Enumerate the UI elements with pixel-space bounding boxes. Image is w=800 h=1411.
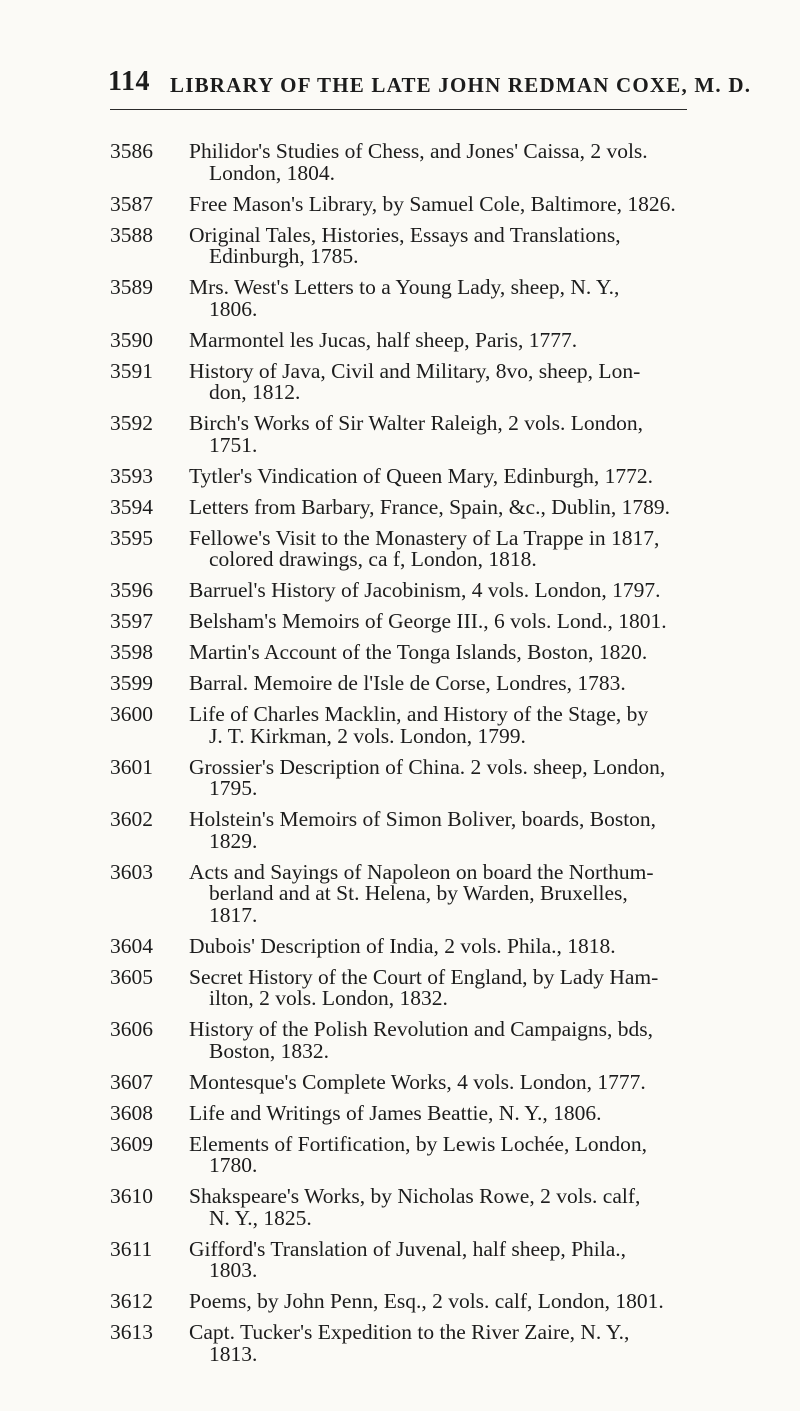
entry-text: Barruel's History of Jacobinism, 4 vols. London, 1797. xyxy=(189,578,661,602)
entry-number: 3598 xyxy=(110,640,153,664)
catalog-entry xyxy=(110,754,710,800)
catalog-entry xyxy=(110,413,710,456)
entry-number: 3588 xyxy=(110,222,153,247)
entry-text-continuation: 1803. xyxy=(209,1258,258,1282)
entry-number: 3590 xyxy=(110,327,153,352)
catalog-entry xyxy=(110,525,710,571)
catalog-entry xyxy=(110,933,710,958)
entry-number: 3595 xyxy=(110,525,153,550)
entry-text: Acts and Sayings of Napoleon on board the Northum- xyxy=(189,859,654,884)
entry-number: 3599 xyxy=(110,671,153,695)
entry-number: 3612 xyxy=(110,1289,153,1313)
entry-number: 3608 xyxy=(110,1100,153,1125)
entry-number: 3597 xyxy=(110,609,153,633)
entry-text: Grossier's Description of China. 2 vols. sheep, London, xyxy=(189,754,666,779)
entry-text: Mrs. West's Letters to a Young Lady, sheep, N. Y., xyxy=(189,275,620,299)
entry-text: Dubois' Description of India, 2 vols. Phila., 1818. xyxy=(189,933,616,958)
entry-text: Original Tales, Histories, Essays and Translations, xyxy=(189,222,621,247)
entry-text-continuation: Boston, 1832. xyxy=(209,1038,330,1063)
entry-number: 3594 xyxy=(110,494,153,519)
catalog-entry xyxy=(110,611,710,633)
entry-number: 3591 xyxy=(110,358,153,383)
entry-text: Letters from Barbary, France, Spain, &c., Dublin, 1789. xyxy=(189,494,671,519)
entry-number: 3610 xyxy=(110,1184,153,1208)
entry-text-continuation: 1780. xyxy=(209,1153,258,1177)
entry-number: 3601 xyxy=(110,754,153,779)
entry-text: History of the Polish Revolution and Campaigns, bds, xyxy=(189,1017,654,1041)
entry-text: Philidor's Studies of Chess, and Jones' Caissa, 2 vols. xyxy=(189,139,648,163)
entry-text: Elements of Fortification, by Lewis Lochée, London, xyxy=(189,1131,647,1156)
entry-text: Gifford's Translation of Juvenal, half sheep, Phila., xyxy=(189,1236,627,1261)
entry-number: 3600 xyxy=(110,702,153,726)
entry-number: 3609 xyxy=(110,1131,153,1156)
entry-number: 3607 xyxy=(110,1069,153,1094)
catalog-entry xyxy=(110,327,710,352)
entry-number: 3589 xyxy=(110,275,153,299)
page-number: 114 xyxy=(108,66,150,97)
catalog-entry xyxy=(110,642,710,664)
entry-text: Barral. Memoire de l'Isle de Corse, Londres, 1783. xyxy=(189,671,626,695)
catalog-entry xyxy=(110,859,710,927)
catalog-entry-list xyxy=(110,141,710,1375)
entry-text: History of Java, Civil and Military, 8vo, sheep, Lon- xyxy=(189,358,641,383)
entry-text: Shakspeare's Works, by Nicholas Rowe, 2 vols. calf, xyxy=(189,1184,641,1208)
entry-number: 3605 xyxy=(110,964,153,989)
entry-text-continuation: N. Y., 1825. xyxy=(209,1205,312,1230)
catalog-entry xyxy=(110,494,710,519)
entry-number: 3603 xyxy=(110,859,153,884)
entry-text: Secret History of the Court of England, by Lady Ham- xyxy=(189,964,659,989)
entry-text-continuation: 1817. xyxy=(209,902,258,927)
catalog-entry xyxy=(110,1069,710,1094)
entry-number: 3587 xyxy=(110,191,153,216)
entry-text: Holstein's Memoirs of Simon Boliver, boards, Boston, xyxy=(189,807,657,831)
catalog-entry xyxy=(110,277,710,320)
entry-number: 3602 xyxy=(110,807,153,831)
entry-text: Free Mason's Library, by Samuel Cole, Baltimore, 1826. xyxy=(189,191,676,216)
entry-text: Marmontel les Jucas, half sheep, Paris, 1777. xyxy=(189,327,578,352)
entry-text: Tytler's Vindication of Queen Mary, Edinburgh, 1772. xyxy=(189,463,654,488)
page-header xyxy=(0,66,800,106)
entry-text: Birch's Works of Sir Walter Raleigh, 2 vols. London, xyxy=(189,411,644,435)
catalog-entry xyxy=(110,222,710,268)
entry-number: 3604 xyxy=(110,933,153,958)
catalog-entry xyxy=(110,1291,710,1313)
entry-text-continuation: Edinburgh, 1785. xyxy=(209,244,359,268)
entry-text-continuation: 1806. xyxy=(209,296,258,321)
entry-number: 3611 xyxy=(110,1236,153,1261)
entry-text-continuation: London, 1804. xyxy=(209,160,336,185)
catalog-entry xyxy=(110,463,710,488)
catalog-entry xyxy=(110,1131,710,1177)
running-title: LIBRARY OF THE LATE JOHN REDMAN COXE, M. D. xyxy=(170,73,752,97)
entry-text: Life of Charles Macklin, and History of the Stage, by xyxy=(189,702,649,726)
entry-number: 3593 xyxy=(110,463,153,488)
catalog-entry xyxy=(110,580,710,602)
catalog-entry xyxy=(110,673,710,695)
entry-number: 3592 xyxy=(110,411,153,435)
entry-text: Life and Writings of James Beattie, N. Y., 1806. xyxy=(189,1100,602,1125)
entry-number: 3586 xyxy=(110,139,153,163)
entry-text-continuation: 1751. xyxy=(209,432,258,457)
catalog-entry xyxy=(110,141,710,184)
catalog-entry xyxy=(110,704,710,747)
entry-text-continuation: 1813. xyxy=(209,1341,258,1366)
entry-text-continuation: ilton, 2 vols. London, 1832. xyxy=(209,986,448,1010)
catalog-entry xyxy=(110,191,710,216)
entry-text-continuation: berland and at St. Helena, by Warden, Bruxelles, xyxy=(209,881,628,905)
entry-text-continuation: J. T. Kirkman, 2 vols. London, 1799. xyxy=(209,723,526,748)
entry-text: Poems, by John Penn, Esq., 2 vols. calf, London, 1801. xyxy=(189,1289,664,1313)
catalog-entry xyxy=(110,1236,710,1282)
catalog-entry xyxy=(110,1322,710,1365)
entry-text: Montesque's Complete Works, 4 vols. London, 1777. xyxy=(189,1069,646,1094)
entry-text-continuation: 1829. xyxy=(209,828,258,853)
catalog-entry xyxy=(110,358,710,404)
catalog-entry xyxy=(110,1100,710,1125)
entry-number: 3596 xyxy=(110,578,153,602)
entry-text: Capt. Tucker's Expedition to the River Zaire, N. Y., xyxy=(189,1320,630,1344)
entry-text: Belsham's Memoirs of George III., 6 vols. Lond., 1801. xyxy=(189,609,667,633)
entry-text-continuation: colored drawings, ca f, London, 1818. xyxy=(209,547,537,571)
entry-number: 3606 xyxy=(110,1017,153,1041)
header-rule xyxy=(110,109,687,110)
catalog-entry xyxy=(110,964,710,1010)
catalog-entry xyxy=(110,1019,710,1062)
entry-text: Martin's Account of the Tonga Islands, Boston, 1820. xyxy=(189,640,648,664)
entry-text-continuation: don, 1812. xyxy=(209,380,301,404)
catalog-entry xyxy=(110,809,710,852)
entry-text: Fellowe's Visit to the Monastery of La Trappe in 1817, xyxy=(189,525,660,550)
entry-text-continuation: 1795. xyxy=(209,776,258,800)
catalog-entry xyxy=(110,1186,710,1229)
entry-number: 3613 xyxy=(110,1320,153,1344)
